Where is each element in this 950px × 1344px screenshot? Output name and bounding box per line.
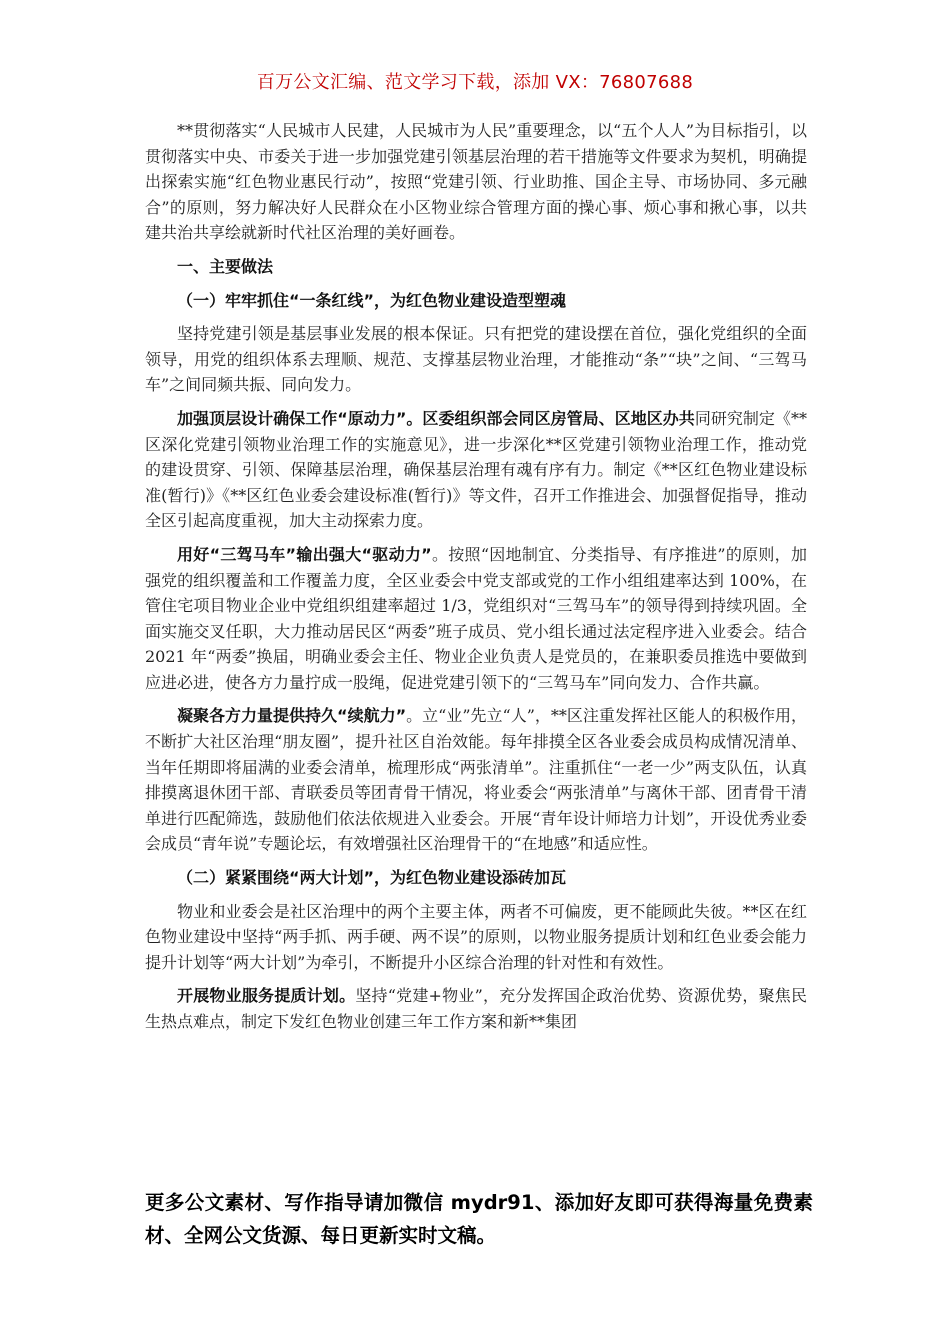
intro-paragraph: **贯彻落实“人民城市人民建，人民城市为人民”重要理念，以“五个人人”为目标指引，以贯彻落实中央、市委关于进一步加强党建引领基层治理的若干措施等文件要求为契机，明确提出探索实施“红色物业惠民行动”，按照“党建引领、行业助推、国企主导、市场协同、多元融合”的原则，努力解决好人民群众在小区物业综合管理方面的操心事、烦心事和揪心事，以共建共治共享绘就新时代社区治理的美好画卷。: [145, 121, 807, 243]
paragraph-lead: 用好“三驾马车”输出强大“驱动力”: [177, 544, 432, 564]
promo-footer: 更多公文素材、写作指导请加微信 mydr91、添加好友即可获得海量免费素材、全网公文货源、每日更新实时文稿。: [145, 1191, 813, 1247]
paragraph-lead: 凝聚各方力量提供持久“续航力”: [177, 706, 407, 726]
paragraph-service-upgrade: [145, 983, 807, 1034]
paragraph-three-carriages: [145, 542, 807, 696]
paragraph-text: 。立“业”先立“人”，**区注重发挥社区能人的积极作用，不断扩大社区治理“朋友圈”，提升社区自治效能。每年排摸全区各业委会成员构成情况清单、当年任期即将届满的业委会清单，梳理形成“两张清单”。注重抓住“一老一少”两支队伍，认真排摸离退休团干部、青联委员等团青骨干情况，将业委会“两张清单”与离休干部、团青骨干清单进行匹配筛选，鼓励他们依法依规进入业委会。开展“青年设计师培力计划”，开设优秀业委会成员“青年说”专题论坛，有效增强社区治理骨干的“在地感”和适应性。: [145, 706, 807, 854]
document-body: [145, 118, 807, 1043]
paragraph-text: 坚持“党建+物业”，充分发挥国企政治优势、资源优势，聚焦民生热点难点，制定下发红色物业创建三年工作方案和新**集团: [145, 986, 807, 1031]
paragraph-text: 同研究制定《**区深化党建引领物业治理工作的实施意见》，进一步深化**区党建引领物业治理工作，推动党的建设贯穿、引领、保障基层治理，确保基层治理有魂有序有力。制定《**区红色物业建设标准(暂行)》《**区红色业委会建设标准(暂行)》等文件，召开工作推进会、加强督促指导，推动全区引起高度重视，加大主动探索力度。: [145, 408, 807, 531]
paragraph-lead: 开展物业服务提质计划。: [177, 986, 356, 1006]
subsection-heading-red-line: （一）牢牢抓住“一条红线”，为红色物业建设造型塑魂: [177, 290, 567, 310]
paragraph-lead: 加强顶层设计确保工作“原动力”。区委组织部会同区房管局、区地区办共: [177, 408, 695, 428]
paragraph-endurance: [145, 703, 807, 857]
watermark-header: 百万公文汇编、范文学习下载，添加 VX：76807688: [256, 72, 694, 93]
subsection-heading-two-plans: （二）紧紧围绕“两大计划”，为红色物业建设添砖加瓦: [177, 868, 567, 888]
section-heading-main-practices: 一、主要做法: [177, 256, 274, 276]
paragraph-text: 。按照“因地制宜、分类指导、有序推进”的原则，加强党的组织覆盖和工作覆盖力度，全区业委会中党支部或党的工作小组组建率达到 100%，在管住宅项目物业企业中党组织组建率超过 1/3，党组织对“三驾马车”的领导得到持续巩固。全面实施交叉任职，大力推动居民区“两委”班子成员、党小组长通过法定程序进入业委会。结合 2021 年“两委”换届，明确业委会主任、物业企业负责人是党员的，在兼职委员推选中要做到应进必进，使各方力量拧成一股绳，促进党建引领下的“三驾马车”同向发力、合作共赢。: [145, 544, 807, 692]
paragraph-two-subjects: 物业和业委会是社区治理中的两个主要主体，两者不可偏废，更不能顾此失彼。**区在红色物业建设中坚持“两手抓、两手硬、两不误”的原则，以物业服务提质计划和红色业委会能力提升计划等“两大计划”为牵引，不断提升小区综合治理的针对性和有效性。: [145, 901, 807, 972]
paragraph-party-leadership: 坚持党建引领是基层事业发展的根本保证。只有把党的建设摆在首位，强化党组织的全面领导，用党的组织体系去理顺、规范、支撑基层物业治理，才能推动“条”“块”之间、“三驾马车”之间同频共振、同向发力。: [145, 324, 807, 395]
paragraph-top-level-design: [145, 406, 807, 534]
